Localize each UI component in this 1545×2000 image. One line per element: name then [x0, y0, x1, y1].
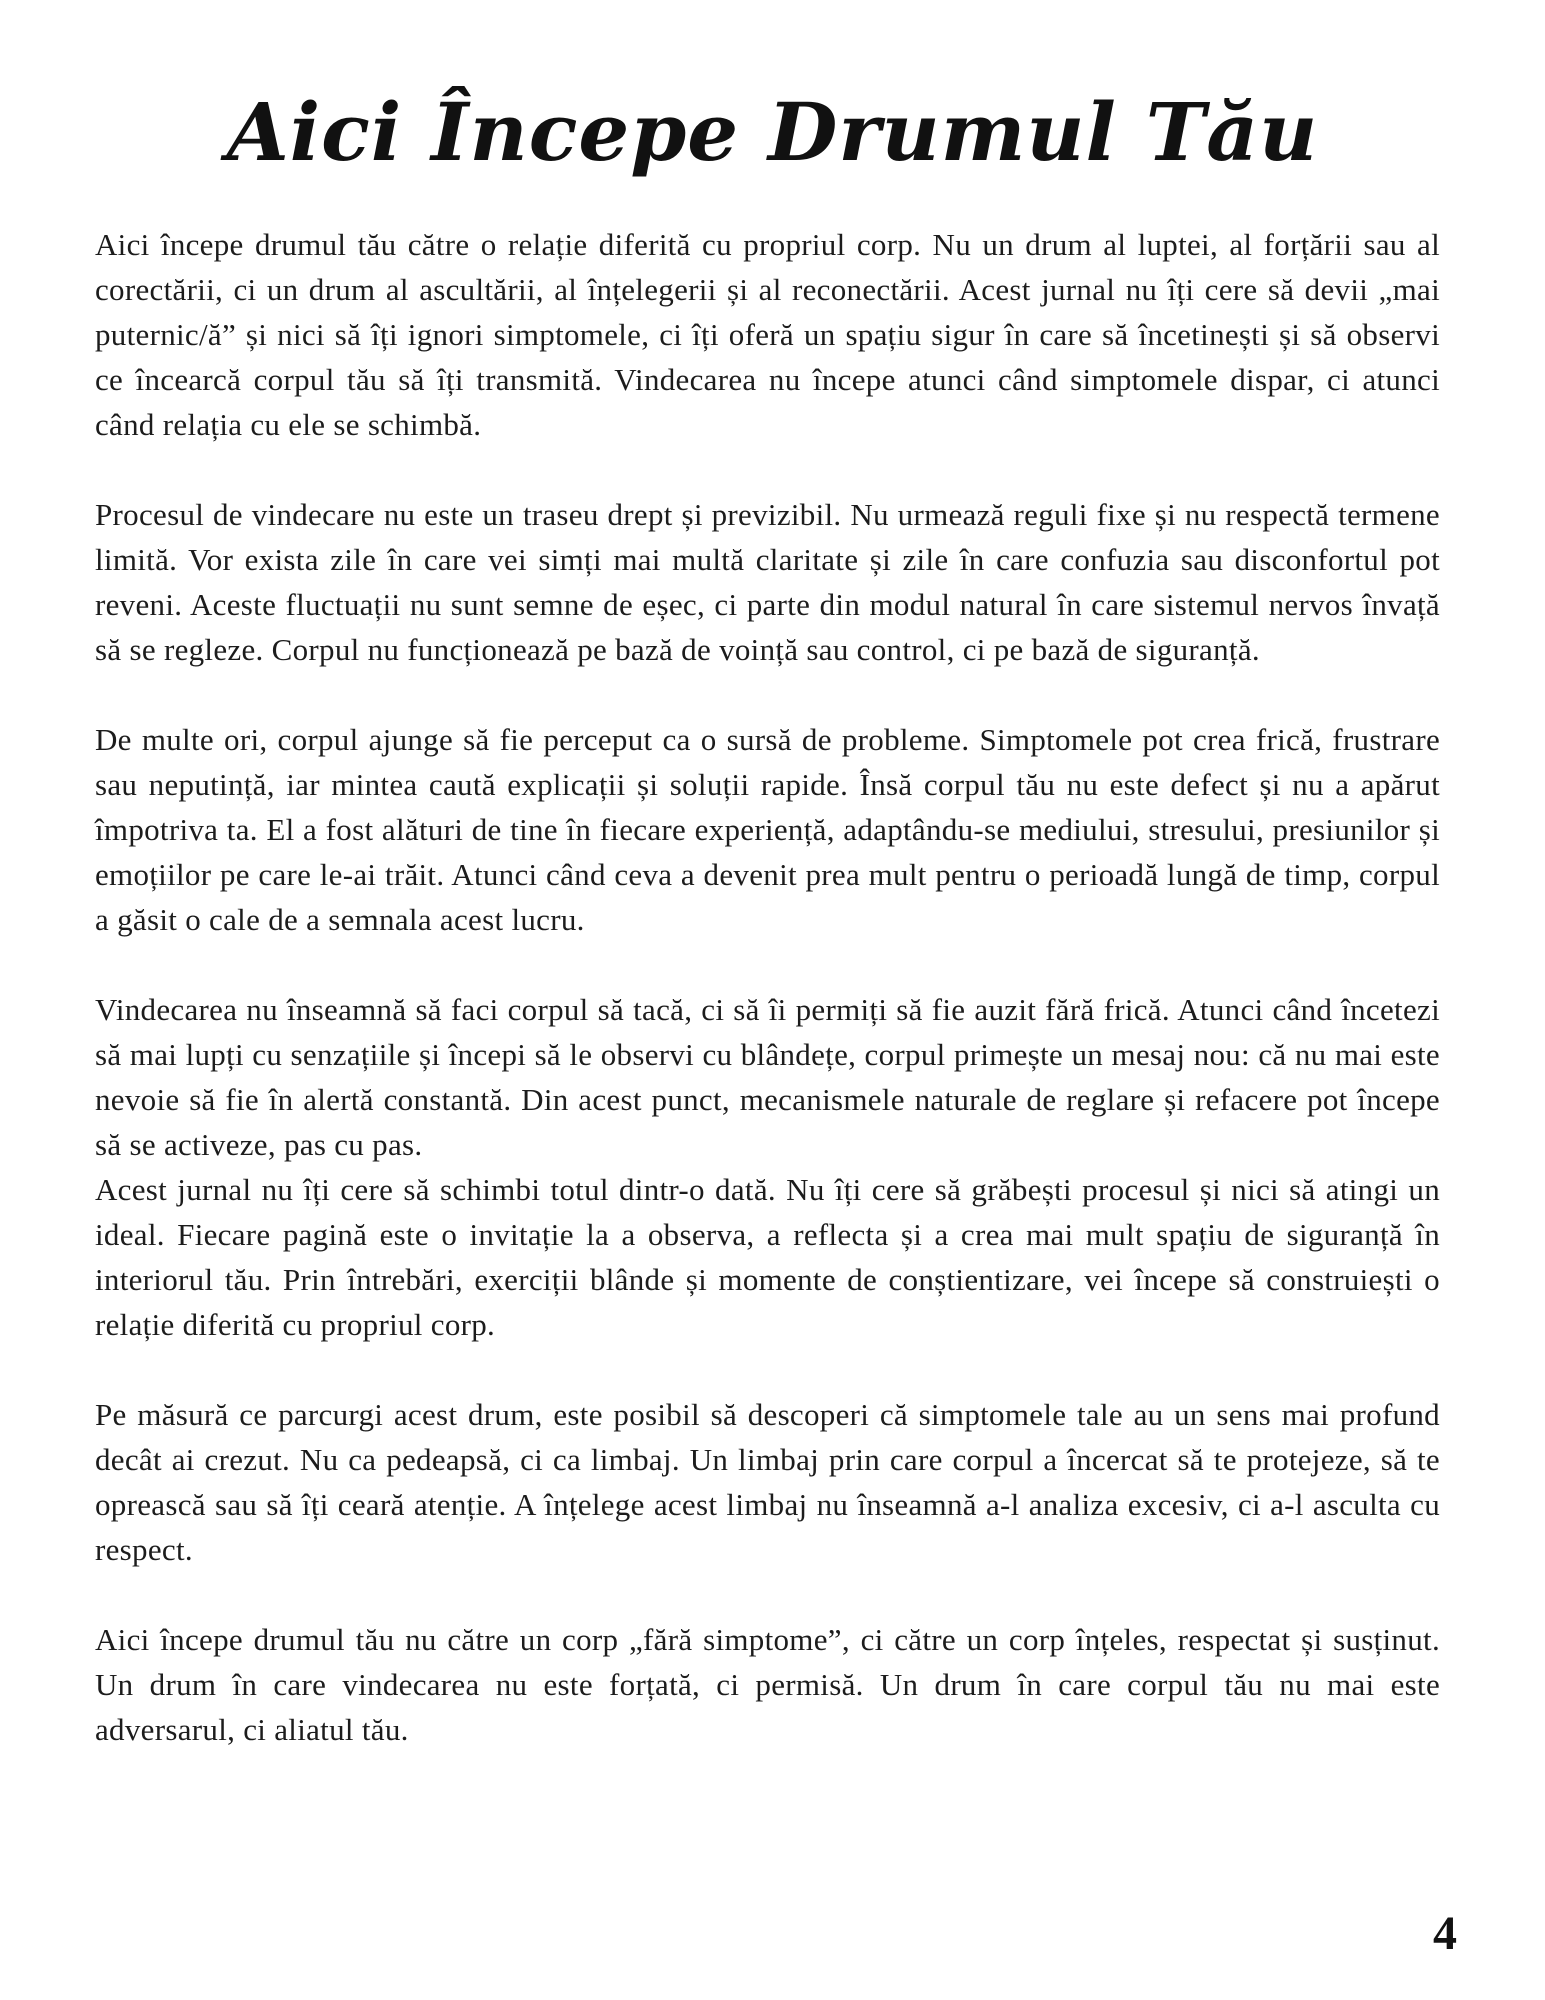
paragraph-5: Acest jurnal nu îți cere să schimbi totul dintr-o dată. Nu îți cere să grăbești procesul și nici să atingi un ideal. Fiecare pagină este o invitație la a observa, a reflecta și a crea mai mult spațiu de siguranță în interiorul tău. Prin întrebări, exerciții blânde și momente de conștientizare, vei începe să construiești o relație diferită cu propriul corp.: [95, 1172, 1440, 1342]
paragraph-2: Procesul de vindecare nu este un traseu drept și previzibil. Nu urmează reguli fixe și nu respectă termene limită. Vor exista zile în care vei simți mai multă claritate și zile în care confuzia sau disconfortul pot reveni. Aceste fluctuații nu sunt semne de eșec, ci parte din modul natural în care sistemul nervos învață să se regleze. Corpul nu funcționează pe bază de voință sau control, ci pe bază de siguranță.: [95, 497, 1440, 667]
paragraph-6: Pe măsură ce parcurgi acest drum, este posibil să descoperi că simptomele tale au un sens mai profund decât ai crezut. Nu ca pedeapsă, ci ca limbaj. Un limbaj prin care corpul a încercat să te protejeze, să te oprească sau să îți ceară atenție. A înțelege acest limbaj nu înseamnă a-l analiza excesiv, ci a-l asculta cu respect.: [95, 1397, 1440, 1567]
page-number: 4: [1433, 1907, 1457, 1960]
paragraph-7: Aici începe drumul tău nu către un corp „fără simptome”, ci către un corp înțeles, respectat și susținut. Un drum în care vindecarea nu este forțată, ci permisă. Un drum în care corpul tău nu mai este adversarul, ci aliatul tău.: [95, 1622, 1440, 1747]
paragraph-3: De multe ori, corpul ajunge să fie perceput ca o sursă de probleme. Simptomele pot crea frică, frustrare sau neputință, iar mintea caută explicații și soluții rapide. Însă corpul tău nu este defect și nu a apărut împotriva ta. El a fost alături de tine în fiecare experiență, adaptându-se mediului, stresului, presiunilor și emoțiilor pe care le-ai trăit. Atunci când ceva a devenit prea mult pentru o perioadă lungă de timp, corpul a găsit o cale de a semnala acest lucru.: [95, 722, 1440, 937]
body-text: [95, 222, 1440, 1752]
paragraph-1: Aici începe drumul tău către o relație diferită cu propriul corp. Nu un drum al luptei, al forțării sau al corectării, ci un drum al ascultării, al înțelegerii și al reconectării. Acest jurnal nu îți cere să devii „mai puternic/ă” și nici să îți ignori simptomele, ci îți oferă un spațiu sigur în care să încetinești și să observi ce încearcă corpul tău să îți transmită. Vindecarea nu începe atunci când simptomele dispar, ci atunci când relația cu ele se schimbă.: [95, 227, 1440, 442]
page-title: Aici Începe Drumul Tău: [226, 85, 1319, 179]
paragraph-4: Vindecarea nu înseamnă să faci corpul să tacă, ci să îi permiți să fie auzit fără frică. Atunci când încetezi să mai lupți cu senzațiile și începi să le observi cu blândețe, corpul primește un mesaj nou: că nu mai este nevoie să fie în alertă constantă. Din acest punct, mecanismele naturale de reglare și refacere pot începe să se activeze, pas cu pas.: [95, 992, 1440, 1162]
